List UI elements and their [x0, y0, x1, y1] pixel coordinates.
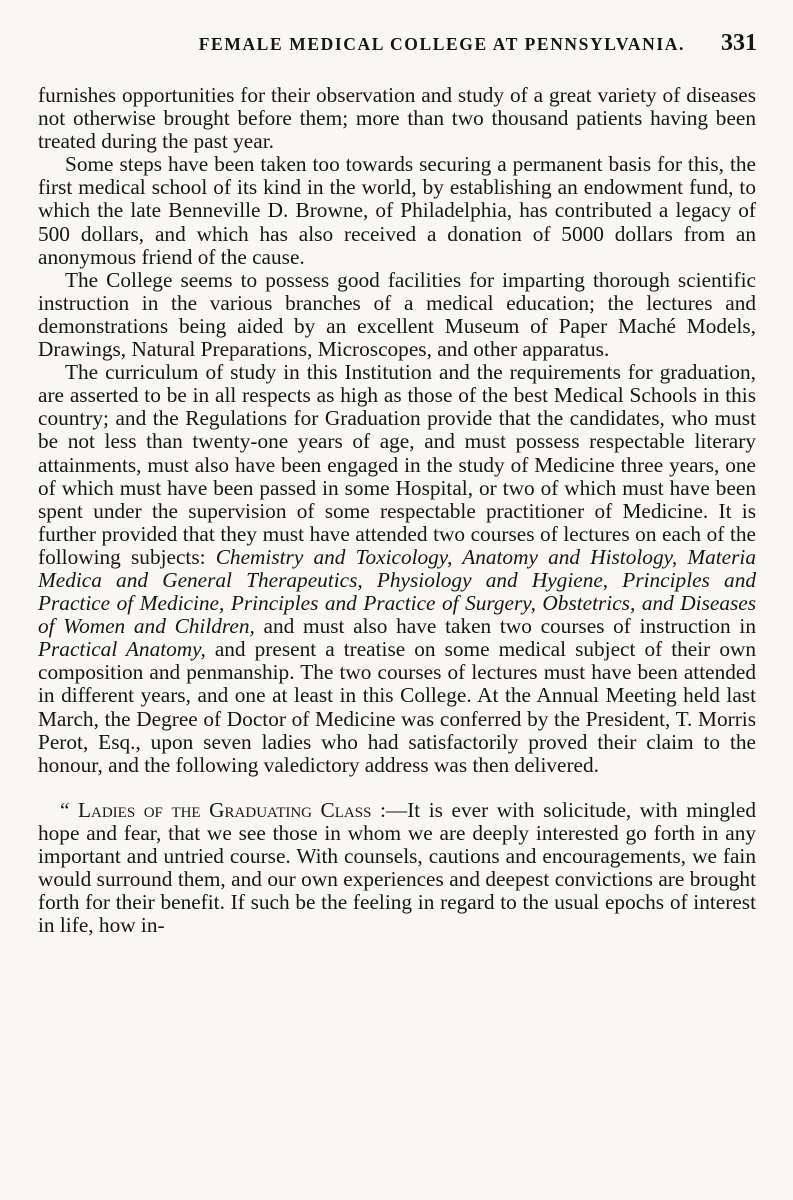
practical-anatomy: Practical Anatomy,: [38, 637, 206, 662]
paragraph-address: [38, 799, 756, 938]
paragraph-continuation: furnishes opportunities for their observation and study of a great variety of diseases not otherwise brought before them; more than two thousand patients having been treated during the past year.: [38, 83, 756, 154]
paragraph-facilities: The College seems to possess good facilities for imparting thorough scientific instruction in the various branches of a medical education; the lectures and demonstrations being aided by an excellent Museum of Paper Maché Models, Drawings, Natural Preparations, Microscopes, and other apparatus.: [38, 267, 756, 362]
body-text: [38, 84, 756, 937]
curriculum-subjects: Chemistry and Toxicology, Anatomy and Histology, Materia Medica and General Therapeutics, Physiology and Hygiene, Principles and Practice of Medicine, Principles and Practice of Surgery, Obstetrics, and Diseases of Women and Children,: [38, 544, 756, 639]
curriculum-outro: and present a treatise on some medical subject of their own composition and penmanship. The two courses of lectures must have been attended in different years, and one at least in this College. At the Annual Meeting held last March, the Degree of Doctor of Medicine was conferred by the President, T. Morris Perot, Esq., upon seven ladies who had satisfactorily proved their claim to the honour, and the following valedictory address was then delivered.: [38, 637, 756, 777]
running-title: FEMALE MEDICAL COLLEGE AT PENNSYLVANIA.: [198, 34, 685, 54]
curriculum-intro: The curriculum of study in this Institution and the requirements for graduation, are asserted to be in all respects as high as those of the best Medical Schools in this country; and the Regulations for Graduation provide that the candidates, who must be not less than twenty-one years of age, and must possess respectable literary attainments, must also have been engaged in the study of Medicine three years, one of which must have been passed in some Hospital, or two of which must have been spent under the supervision of some respectable practitioner of Medicine. It is further provided that they must have attended two courses of lectures on each of the following subjects:: [38, 360, 756, 569]
paragraph-endowment: Some steps have been taken too towards securing a permanent basis for this, the first medical school of its kind in the world, by establishing an endowment fund, to which the late Benneville D. Browne, of Philadelphia, has contributed a legacy of 500 dollars, and which has also received a donation of 5000 dollars from an anonymous friend of the cause.: [38, 152, 756, 269]
address-text: :—It is ever with solicitude, with mingled hope and fear, that we see those in whom we are deeply interested go forth in any important and untried course. With counsels, cautions and encouragements, we fain would surround them, and our own experiences and deepest convictions are brought forth for their benefit. If such be the feeling in regard to the usual epochs of interest in life, how in-: [38, 797, 756, 938]
paragraph-curriculum: [38, 361, 756, 777]
page-header: [30, 30, 757, 64]
curriculum-middle: and must also have taken two courses of instruction in: [254, 614, 756, 639]
address-salutation: “ Ladies of the Graduating Class: [60, 797, 372, 822]
page-number: 331: [721, 30, 757, 56]
